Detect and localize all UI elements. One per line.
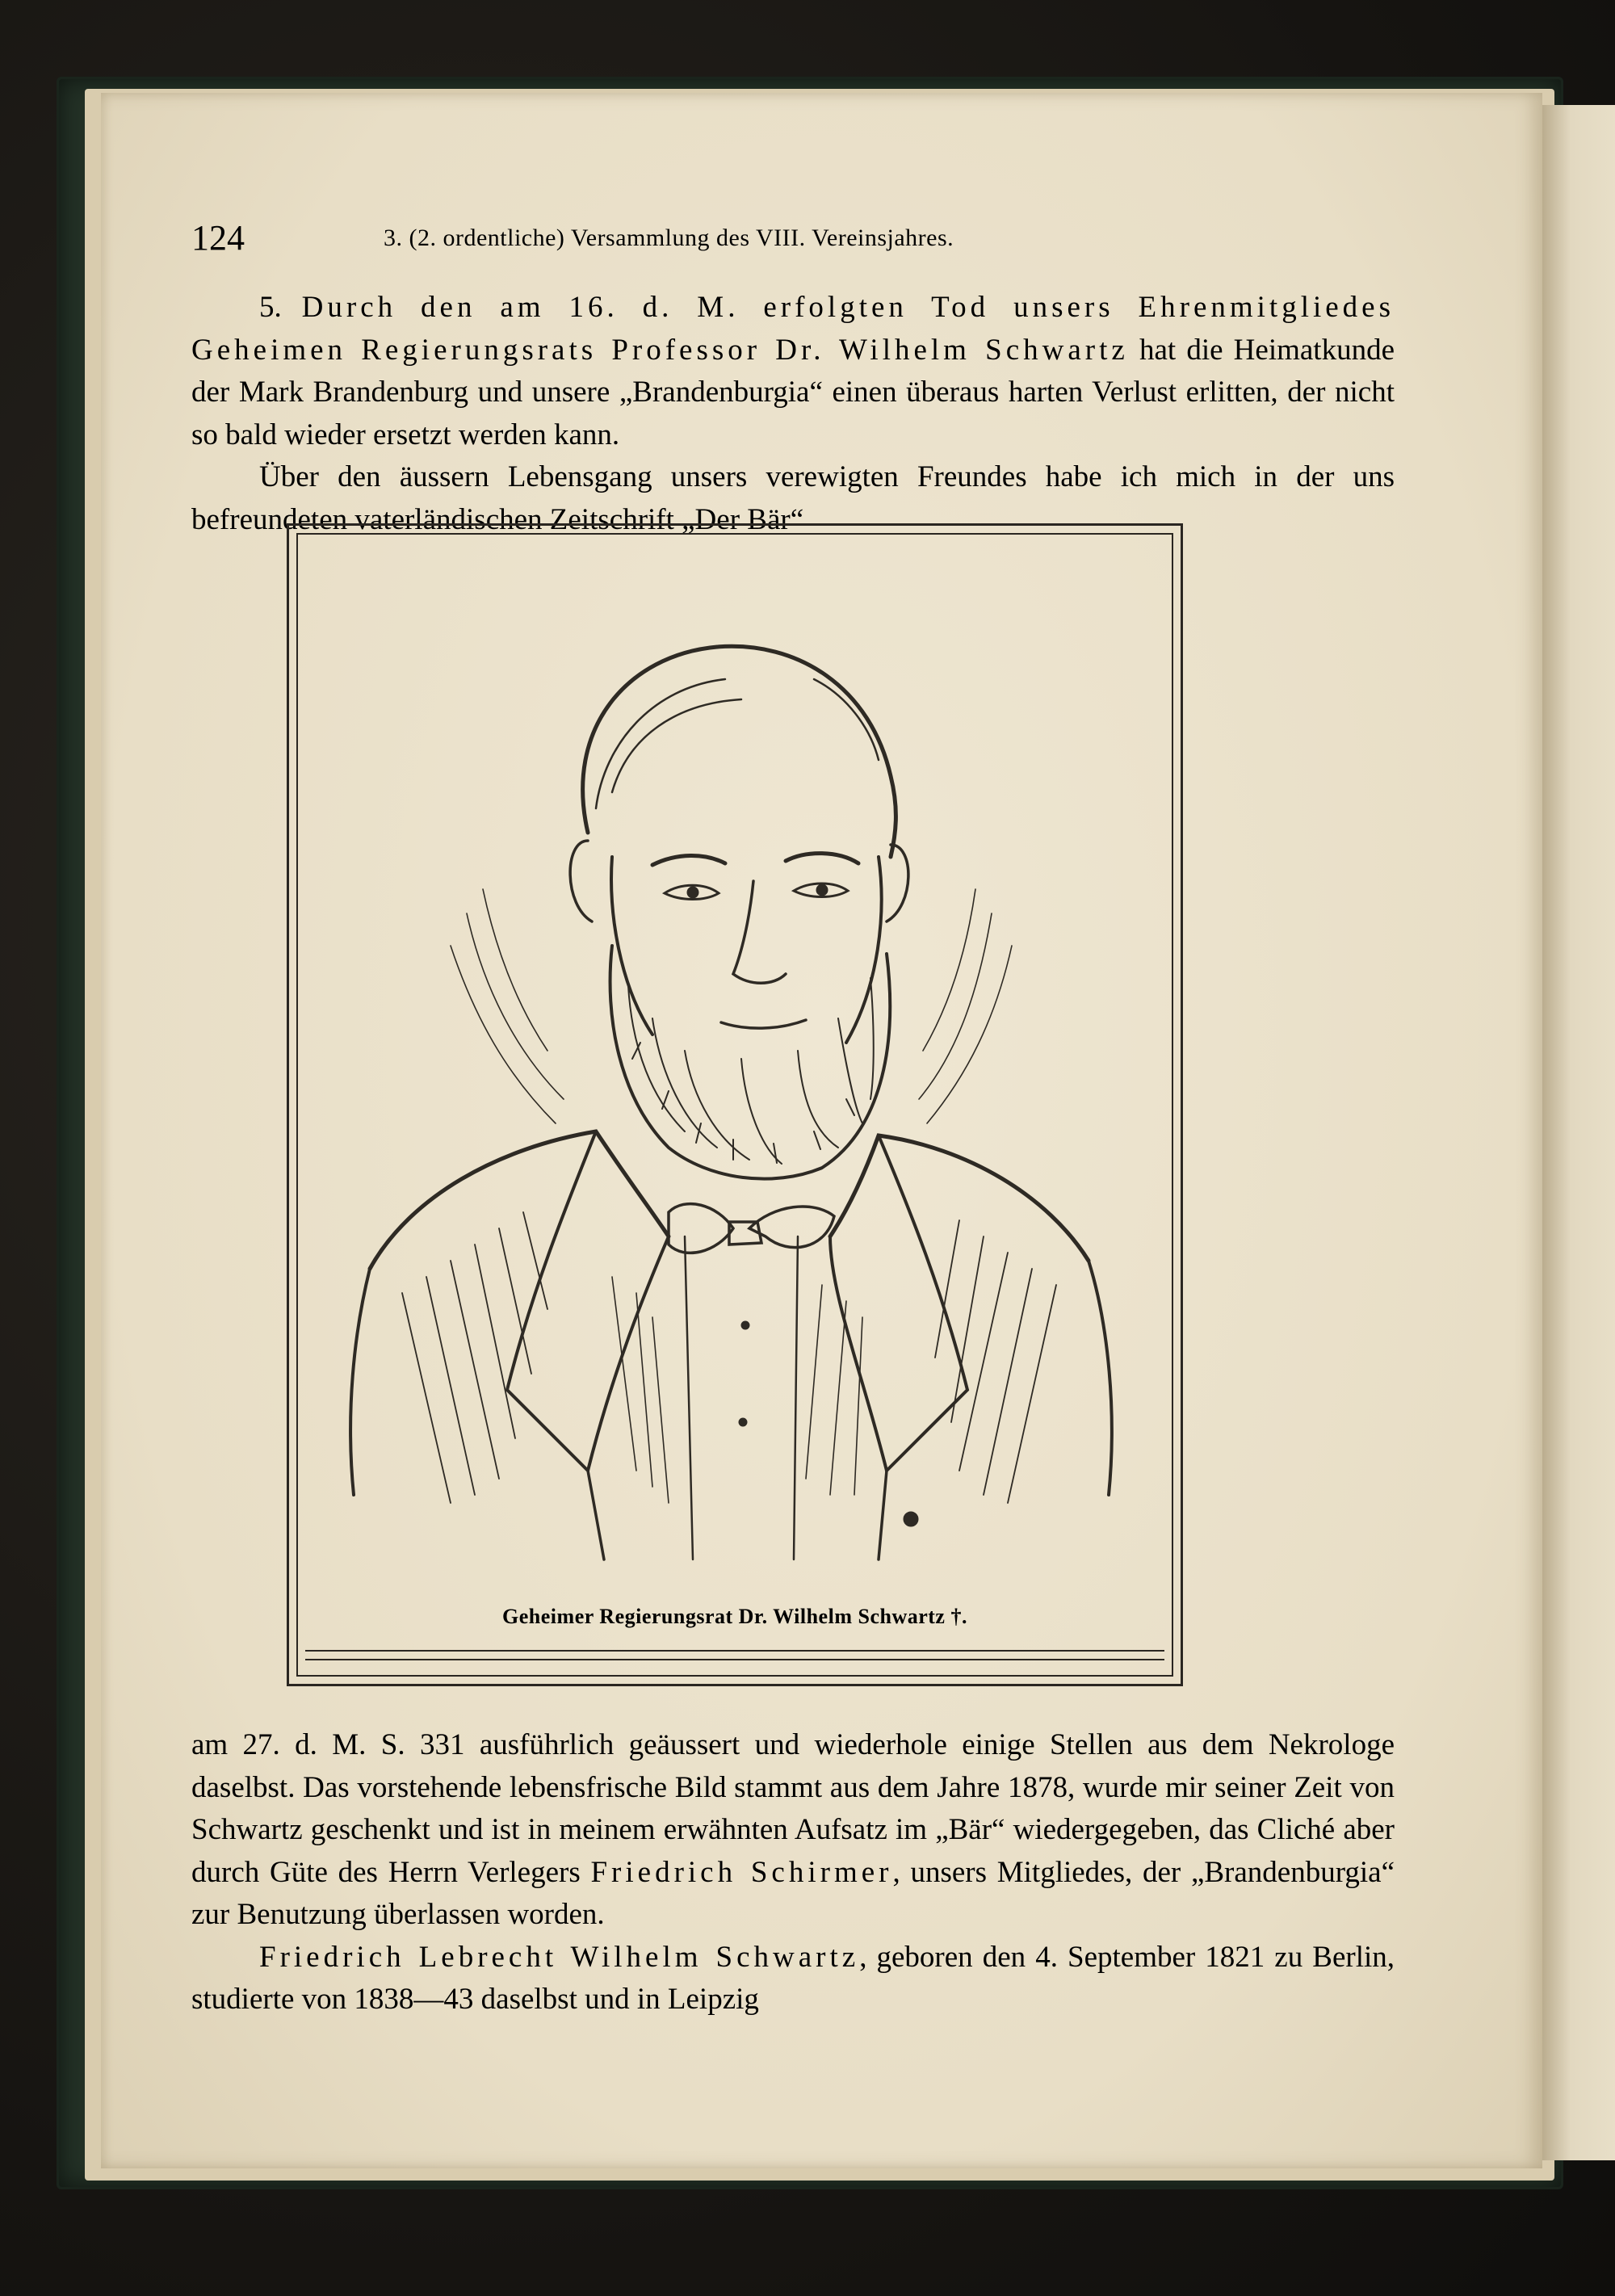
paragraph-life-intro: Über den äussern Lebensgang unsers verewigten Freundes habe ich mich in der uns befreundeten vaterländischen Zeitschrift „Der Bär“ (191, 460, 1395, 536)
text-block-bottom (191, 1724, 1395, 2021)
text-block-top (191, 287, 1395, 541)
paragraph-text: hat die Heimatkunde der Mark Brandenburg und unsere „Brandenburgia“ einen überaus harten Verlust erlitten, der nicht so bald wieder ersetzt werden kann. (191, 333, 1395, 451)
spaced-text: Friedrich Lebrecht Wilhelm Schwartz (259, 1940, 860, 1974)
paragraph-continuation (191, 1724, 1395, 1937)
running-head (191, 214, 1395, 262)
caption-rule (305, 1650, 1164, 1652)
paragraph-text: , geboren den 4. September 1821 zu Berlin, studierte von 1838—43 daselbst und in Leipzig (191, 1940, 1395, 2016)
page-number: 124 (191, 218, 245, 258)
spaced-text: Friedrich Schirmer (590, 1855, 893, 1889)
paragraph-lead: 5. (259, 291, 302, 324)
facing-page-edge (1538, 105, 1615, 2160)
spaced-text: Durch den am 16. d. M. erfolgten Tod unsers Ehrenmitgliedes Geheimen Regierungsrats Professor Dr. Wilhelm Schwartz (191, 291, 1395, 367)
figure-caption: Geheimer Regierungsrat Dr. Wilhelm Schwartz †. (502, 1605, 967, 1628)
portrait-engraving (321, 566, 1137, 1584)
paragraph-death-notice (191, 287, 1395, 456)
paragraph-text: , unsers Mitgliedes, der „Brandenburgia“ zur Benutzung überlassen worden. (191, 1855, 1395, 1931)
portrait-figure (287, 523, 1183, 1686)
paragraph-biography (191, 1937, 1395, 2021)
running-title: 3. (2. ordentliche) Versammlung des VIII. Vereinsjahres. (384, 225, 954, 251)
caption-rule (305, 1659, 1164, 1660)
paragraph-text: am 27. d. M. S. 331 ausführlich geäussert und wiederhole einige Stellen aus dem Nekrologe daselbst. Das vorstehende lebensfrische Bild stammt aus dem Jahre 1878, wurde mir seiner Zeit von Schwartz geschenkt und ist in meinem erwähnten Aufsatz im „Bär“ wiedergegeben, das Cliché aber durch Güte des Herrn Verlegers (191, 1728, 1395, 1889)
